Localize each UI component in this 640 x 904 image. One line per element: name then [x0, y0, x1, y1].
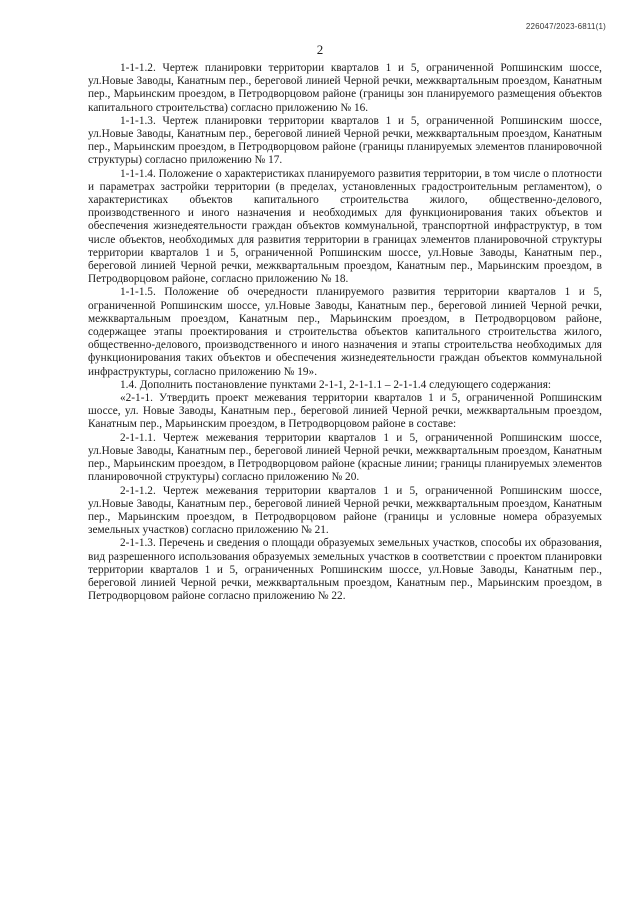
- paragraph-1-1-1-5: 1-1-1.5. Положение об очередности планируемого развития территории кварталов 1 и 5, ограниченной Ропшинским шоссе, ул.Новые Заводы, Канатным пер., береговой линией Черной речки, межквартальным проездом, Канатным пер., Марьинским проездом, в Петродворцовом районе, содержащее этапы проектирования и строительства объектов капитального строительства жилого, общественно-делового, производственного и иного назначения и этапы строительства необходимых для функционирования таких объектов и обеспечения жизнедеятельности граждан объектов коммунальной инфраструктуры, согласно приложению № 19».: [88, 286, 602, 378]
- document-body: [88, 62, 602, 603]
- paragraph-2-1-1: «2-1-1. Утвердить проект межевания территории кварталов 1 и 5, ограниченной Ропшинским шоссе, ул. Новые Заводы, Канатным пер., береговой линией Черной речки, межквартальным проездом, Канатным пер., Марьинским проездом, в Петродворцовом районе в составе:: [88, 392, 602, 431]
- paragraph-2-1-1-2: 2-1-1.2. Чертеж межевания территории кварталов 1 и 5, ограниченной Ропшинским шоссе, ул.Новые Заводы, Канатным пер., береговой линией Черной речки, межквартальным проездом, Канатным пер., Марьинским проездом, в Петродворцовом районе (границы и условные номера образуемых земельных участков) согласно приложению № 21.: [88, 484, 602, 537]
- paragraph-1-1-1-3: 1-1-1.3. Чертеж планировки территории кварталов 1 и 5, ограниченной Ропшинским шоссе, ул.Новые Заводы, Канатным пер., береговой линией Черной речки, межквартальным проездом, Канатным пер., Марьинским проездом, в Петродворцовом районе (границы планируемых элементов планировочной структуры) согласно приложению № 17.: [88, 114, 602, 167]
- page-number: 2: [316, 42, 324, 57]
- document-id: 226047/2023-6811(1): [525, 22, 606, 31]
- paragraph-2-1-1-1: 2-1-1.1. Чертеж межевания территории кварталов 1 и 5, ограниченной Ропшинским шоссе, ул.Новые Заводы, Канатным пер., береговой линией Черной речки, межквартальным проездом, Канатным пер., Марьинским проездом, в Петродворцовом районе (красные линии; границы планируемых элементов планировочной структуры) согласно приложению № 20.: [88, 431, 602, 484]
- paragraph-1-1-1-4: 1-1-1.4. Положение о характеристиках планируемого развития территории, в том числе о плотности и параметрах застройки территории (в пределах, установленных градостроительным регламентом), о характеристиках объектов капитального строительства жилого, общественно-делового, производственного и иного назначения и необходимых для функционирования таких объектов и обеспечения жизнедеятельности граждан объектов коммунальной, транспортной инфраструктур, в том числе объектов, необходимых для развития территории в границах элементов планировочной структуры территории кварталов 1 и 5, ограниченной Ропшинским шоссе, ул.Новые Заводы, Канатным пер., береговой линией Черной речки, межквартальным проездом, Канатным пер., Марьинским проездом, в Петродворцовом районе, согласно приложению № 18.: [88, 167, 602, 286]
- paragraph-1-1-1-2: 1-1-1.2. Чертеж планировки территории кварталов 1 и 5, ограниченной Ропшинским шоссе, ул.Новые Заводы, Канатным пер., береговой линией Черной речки, межквартальным проездом, Канатным пер., Марьинским проездом, в Петродворцовом районе (границы зон планируемого размещения объектов капитального строительства) согласно приложению № 16.: [88, 62, 602, 114]
- paragraph-1-4: 1.4. Дополнить постановление пунктами 2-1-1, 2-1-1.1 – 2-1-1.4 следующего содержания:: [120, 378, 552, 391]
- paragraph-2-1-1-3: 2-1-1.3. Перечень и сведения о площади образуемых земельных участков, способы их образования, вид разрешенного использования образуемых земельных участков в соответствии с проектом планировки территории кварталов 1 и 5, ограниченных Ропшинским шоссе, ул.Новые Заводы, Канатным пер., береговой линией Черной речки, межквартальным проездом, Канатным пер., Марьинским проездом, в Петродворцовом районе согласно приложению № 22.: [88, 537, 602, 603]
